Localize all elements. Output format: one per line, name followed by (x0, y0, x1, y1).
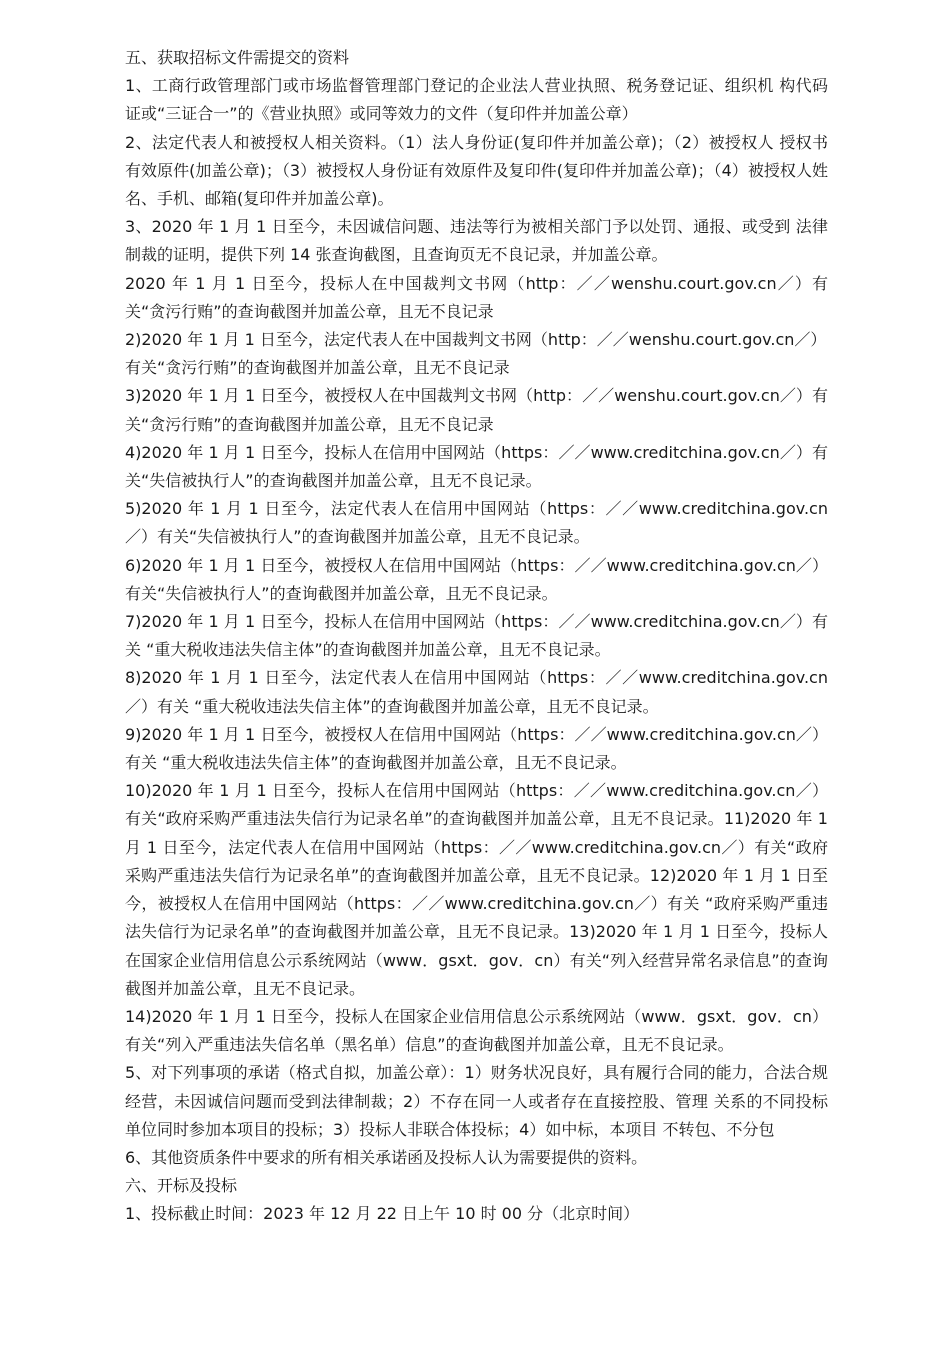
paragraph-other-materials: 6、其他资质条件中要求的所有相关承诺函及投标人认为需要提供的资料。 (125, 1147, 648, 1167)
list-item-14: 14)2020 年 1 月 1 日至今，投标人在国家企业信用信息公示系统网站（www．gsxt．gov．cn）有关“列入严重违法失信名单（黑名单）信息”的查询截图并加盖公章，且无不良记录。 (125, 1006, 828, 1055)
paragraph-business-license: 1、工商行政管理部门或市场监督管理部门登记的企业法人营业执照、税务登记证、组织机 构代码证或“三证合一”的《营业执照》或同等效力的文件（复印件并加盖公章） (125, 76, 828, 124)
list-item-2-continued: 有关“贪污行贿”的查询截图并加盖公章，且无不良记录 (125, 358, 510, 378)
list-item-3: 3)2020 年 1 月 1 日至今，被授权人在中国裁判文书网（http：／／wenshu.court.gov.cn／）有关“贪污行贿”的查询截图并加盖公章，且无不良记录 (125, 386, 828, 434)
list-item-4: 4)2020 年 1 月 1 日至今，投标人在信用中国网站（https：／／www.creditchina.gov.cn／）有关“失信被执行人”的查询截图并加盖公章，且无不良记录。 (125, 442, 828, 491)
document-body (125, 44, 828, 1229)
paragraph-commitments: 5、对下列事项的承诺（格式自拟，加盖公章）：1）财务状况良好，具有履行合同的能力，合法合规经营，未因诚信问题而受到法律制裁；2）不存在同一人或者存在直接控股、管理 关系的不同投标单位同时参加本项目的投标；3）投标人非联合体投标；4）如中标，本项目 不转包、不分包 (125, 1063, 828, 1139)
list-items-10-13: 10)2020 年 1 月 1 日至今，投标人在信用中国网站（https：／／www.creditchina.gov.cn／）有关“政府采购严重违法失信行为记录名单”的查询截图并加盖公章，且无不良记录。11)2020 年 1 月 1 日至今，法定代表人在信用中国网站（https：／／www.creditchina.gov.cn／）有关“政府采购严重违法失信行为记录名单”的查询截图并加盖公章，且无不良记录。12)2020 年 1 月 1 日至今，被授权人在信用中国网站（https：／／www.creditchina.gov.cn／）有关 “政府采购严重违法失信行为记录名单”的查询截图并加盖公章，且无不良记录。13)2020 年 1 月 1 日至今，投标人在国家企业信用信息公示系统网站（www．gsxt．gov．cn）有关“列入经营异常名录信息”的查询截图并加盖公章，且无不良记录。 (125, 781, 828, 998)
list-item-9: 9)2020 年 1 月 1 日至今，被授权人在信用中国网站（https：／／www.creditchina.gov.cn／）有关 “重大税收违法失信主体”的查询截图并加盖公章，且无不良记录。 (125, 724, 828, 773)
list-item-8: 8)2020 年 1 月 1 日至今，法定代表人在信用中国网站（https：／／www.creditchina.gov.cn／）有关 “重大税收违法失信主体”的查询截图并加盖公章，且无不良记录。 (125, 668, 828, 716)
list-item-7: 7)2020 年 1 月 1 日至今，投标人在信用中国网站（https：／／www.creditchina.gov.cn／）有关 “重大税收违法失信主体”的查询截图并加盖公章，且无不良记录。 (125, 612, 828, 660)
paragraph-bid-deadline: 1、投标截止时间：2023 年 12 月 22 日上午 10 时 00 分（北京时间） (125, 1204, 640, 1224)
section-heading-documents: 五、获取招标文件需提交的资料 (125, 48, 350, 67)
list-item-2: 2)2020 年 1 月 1 日至今，法定代表人在中国裁判文书网（http：／／wenshu.court.gov.cn／） (125, 330, 827, 350)
list-item-5: 5)2020 年 1 月 1 日至今，法定代表人在信用中国网站（https：／／www.creditchina.gov.cn／）有关“失信被执行人”的查询截图并加盖公章，且无不良记录。 (125, 499, 828, 547)
list-item-1: 2020 年 1 月 1 日至今，投标人在中国裁判文书网（http：／／wenshu.court.gov.cn／）有关“贪污行贿”的查询截图并加盖公章，且无不良记录 (125, 273, 828, 321)
list-item-6: 6)2020 年 1 月 1 日至今，被授权人在信用中国网站（https：／／www.creditchina.gov.cn／）有关“失信被执行人”的查询截图并加盖公章，且无不良记录。 (125, 555, 828, 603)
paragraph-legal-representative: 2、法定代表人和被授权人相关资料。（1）法人身份证(复印件并加盖公章)；（2）被授权人 授权书有效原件(加盖公章)；（3）被授权人身份证有效原件及复印件(复印件并加盖公章)；（4）被授权人姓名、手机、邮箱(复印件并加盖公章)。 (125, 132, 828, 209)
paragraph-integrity-proof: 3、2020 年 1 月 1 日至今，未因诚信问题、违法等行为被相关部门予以处罚、通报、或受到 法律制裁的证明，提供下列 14 张查询截图，且查询页无不良记录，并加盖公章。 (125, 217, 828, 265)
section-heading-bid-opening: 六、开标及投标 (125, 1176, 238, 1196)
